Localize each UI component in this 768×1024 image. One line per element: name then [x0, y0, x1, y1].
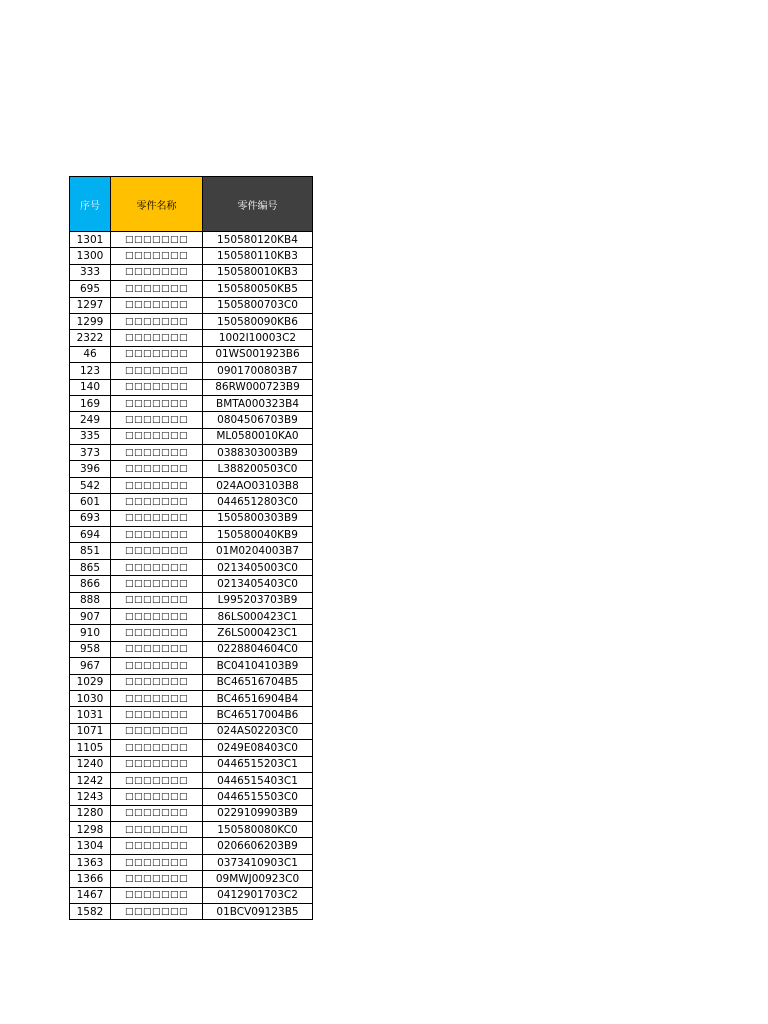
cell-part-number[interactable]: 150580040KB9: [203, 527, 313, 543]
cell-part-number[interactable]: BC04104103B9: [203, 658, 313, 674]
cell-part-name[interactable]: □□□□□□□: [111, 658, 203, 674]
cell-index[interactable]: 694: [70, 527, 111, 543]
cell-part-number[interactable]: 86RW000723B9: [203, 379, 313, 395]
cell-part-name[interactable]: □□□□□□□: [111, 772, 203, 788]
table-row: [70, 887, 313, 903]
cell-part-number[interactable]: BMTA000323B4: [203, 395, 313, 411]
cell-index[interactable]: 1298: [70, 822, 111, 838]
cell-part-number[interactable]: 150580010KB3: [203, 264, 313, 280]
cell-part-name[interactable]: □□□□□□□: [111, 805, 203, 821]
table-row: [70, 330, 313, 346]
table-row: [70, 674, 313, 690]
cell-index[interactable]: 1105: [70, 740, 111, 756]
cell-part-number[interactable]: 0446515503C0: [203, 789, 313, 805]
cell-part-name[interactable]: □□□□□□□: [111, 527, 203, 543]
header-part-name[interactable]: 零件名称: [111, 177, 203, 232]
cell-part-number[interactable]: 1505800303B9: [203, 510, 313, 526]
parts-table: [69, 176, 313, 920]
cell-index[interactable]: 695: [70, 281, 111, 297]
cell-part-number[interactable]: 0446515403C1: [203, 772, 313, 788]
cell-part-number[interactable]: 0388303003B9: [203, 445, 313, 461]
cell-index[interactable]: 907: [70, 608, 111, 624]
table-row: [70, 232, 313, 248]
cell-index[interactable]: 1029: [70, 674, 111, 690]
cell-part-name[interactable]: □□□□□□□: [111, 248, 203, 264]
cell-part-name[interactable]: □□□□□□□: [111, 707, 203, 723]
cell-index[interactable]: 1300: [70, 248, 111, 264]
table-row: [70, 756, 313, 772]
cell-part-number[interactable]: 150580090KB6: [203, 313, 313, 329]
cell-part-name[interactable]: □□□□□□□: [111, 330, 203, 346]
cell-part-name[interactable]: □□□□□□□: [111, 543, 203, 559]
cell-part-number[interactable]: 024AS02203C0: [203, 723, 313, 739]
table-row: [70, 412, 313, 428]
cell-part-name[interactable]: □□□□□□□: [111, 641, 203, 657]
cell-part-number[interactable]: 024AO03103B8: [203, 477, 313, 493]
table-body: [70, 232, 313, 920]
cell-index[interactable]: 958: [70, 641, 111, 657]
cell-part-number[interactable]: 150580050KB5: [203, 281, 313, 297]
table-row: [70, 904, 313, 920]
cell-index[interactable]: 1031: [70, 707, 111, 723]
cell-index[interactable]: 335: [70, 428, 111, 444]
table-row: [70, 395, 313, 411]
cell-part-name[interactable]: □□□□□□□: [111, 559, 203, 575]
cell-index[interactable]: 1301: [70, 232, 111, 248]
cell-part-name[interactable]: □□□□□□□: [111, 822, 203, 838]
cell-index[interactable]: 1363: [70, 854, 111, 870]
cell-index[interactable]: 601: [70, 494, 111, 510]
header-part-number[interactable]: 零件编号: [203, 177, 313, 232]
table-row: [70, 379, 313, 395]
table-row: [70, 822, 313, 838]
cell-part-number[interactable]: 01M0204003B7: [203, 543, 313, 559]
cell-part-name[interactable]: □□□□□□□: [111, 477, 203, 493]
table-row: [70, 248, 313, 264]
table-row: [70, 707, 313, 723]
cell-part-name[interactable]: □□□□□□□: [111, 232, 203, 248]
table-row: [70, 297, 313, 313]
cell-part-name[interactable]: □□□□□□□: [111, 264, 203, 280]
cell-part-name[interactable]: □□□□□□□: [111, 428, 203, 444]
cell-part-name[interactable]: □□□□□□□: [111, 740, 203, 756]
cell-part-number[interactable]: 0804506703B9: [203, 412, 313, 428]
table-row: [70, 363, 313, 379]
cell-part-name[interactable]: □□□□□□□: [111, 723, 203, 739]
cell-index[interactable]: 542: [70, 477, 111, 493]
cell-index[interactable]: 1304: [70, 838, 111, 854]
cell-part-number[interactable]: 0228804604C0: [203, 641, 313, 657]
cell-index[interactable]: 1299: [70, 313, 111, 329]
table-row: [70, 559, 313, 575]
cell-part-name[interactable]: □□□□□□□: [111, 789, 203, 805]
table-row: [70, 264, 313, 280]
table-row: [70, 428, 313, 444]
table-row: [70, 789, 313, 805]
cell-part-name[interactable]: □□□□□□□: [111, 838, 203, 854]
cell-part-name[interactable]: □□□□□□□: [111, 379, 203, 395]
table-row: [70, 461, 313, 477]
cell-part-number[interactable]: 0412901703C2: [203, 887, 313, 903]
cell-part-number[interactable]: BC46517004B6: [203, 707, 313, 723]
cell-part-number[interactable]: 01WS001923B6: [203, 346, 313, 362]
cell-part-name[interactable]: □□□□□□□: [111, 854, 203, 870]
cell-index[interactable]: 333: [70, 264, 111, 280]
cell-part-number[interactable]: 150580120KB4: [203, 232, 313, 248]
cell-part-name[interactable]: □□□□□□□: [111, 395, 203, 411]
cell-part-name[interactable]: □□□□□□□: [111, 281, 203, 297]
cell-part-name[interactable]: □□□□□□□: [111, 494, 203, 510]
table-row: [70, 543, 313, 559]
cell-part-name[interactable]: □□□□□□□: [111, 510, 203, 526]
cell-part-number[interactable]: L995203703B9: [203, 592, 313, 608]
table-row: [70, 690, 313, 706]
cell-part-name[interactable]: □□□□□□□: [111, 313, 203, 329]
cell-index[interactable]: 140: [70, 379, 111, 395]
table-row: [70, 494, 313, 510]
cell-part-name[interactable]: □□□□□□□: [111, 608, 203, 624]
cell-index[interactable]: 1240: [70, 756, 111, 772]
cell-index[interactable]: 1242: [70, 772, 111, 788]
cell-part-number[interactable]: 0446515203C1: [203, 756, 313, 772]
cell-part-number[interactable]: 0229109903B9: [203, 805, 313, 821]
cell-part-name[interactable]: □□□□□□□: [111, 592, 203, 608]
table-row: [70, 854, 313, 870]
table-row: [70, 723, 313, 739]
header-row: [70, 177, 313, 232]
table-row: [70, 805, 313, 821]
cell-part-number[interactable]: 150580080KC0: [203, 822, 313, 838]
cell-part-name[interactable]: □□□□□□□: [111, 346, 203, 362]
cell-part-name[interactable]: □□□□□□□: [111, 363, 203, 379]
table-row: [70, 510, 313, 526]
cell-index[interactable]: 1280: [70, 805, 111, 821]
cell-part-name[interactable]: □□□□□□□: [111, 690, 203, 706]
cell-index[interactable]: 1071: [70, 723, 111, 739]
cell-part-name[interactable]: □□□□□□□: [111, 904, 203, 920]
cell-part-number[interactable]: BC46516704B5: [203, 674, 313, 690]
cell-index[interactable]: 46: [70, 346, 111, 362]
cell-part-number[interactable]: 09MWJ00923C0: [203, 871, 313, 887]
cell-part-name[interactable]: □□□□□□□: [111, 297, 203, 313]
cell-part-number[interactable]: 0213405003C0: [203, 559, 313, 575]
cell-index[interactable]: 693: [70, 510, 111, 526]
cell-index[interactable]: 967: [70, 658, 111, 674]
table-row: [70, 592, 313, 608]
cell-part-name[interactable]: □□□□□□□: [111, 887, 203, 903]
cell-part-number[interactable]: 1505800703C0: [203, 297, 313, 313]
cell-part-number[interactable]: 0249E08403C0: [203, 740, 313, 756]
table-row: [70, 346, 313, 362]
cell-index[interactable]: 396: [70, 461, 111, 477]
table-row: [70, 576, 313, 592]
cell-part-number[interactable]: 1002I10003C2: [203, 330, 313, 346]
cell-part-name[interactable]: □□□□□□□: [111, 445, 203, 461]
cell-index[interactable]: 1467: [70, 887, 111, 903]
cell-index[interactable]: 373: [70, 445, 111, 461]
cell-part-number[interactable]: 0446512803C0: [203, 494, 313, 510]
table-row: [70, 871, 313, 887]
cell-index[interactable]: 249: [70, 412, 111, 428]
cell-index[interactable]: 2322: [70, 330, 111, 346]
cell-part-name[interactable]: □□□□□□□: [111, 625, 203, 641]
cell-part-name[interactable]: □□□□□□□: [111, 461, 203, 477]
cell-part-number[interactable]: Z6LS000423C1: [203, 625, 313, 641]
table-row: [70, 313, 313, 329]
cell-part-name[interactable]: □□□□□□□: [111, 756, 203, 772]
table-row: [70, 838, 313, 854]
table-row: [70, 477, 313, 493]
cell-index[interactable]: 865: [70, 559, 111, 575]
cell-index[interactable]: 851: [70, 543, 111, 559]
table-row: [70, 281, 313, 297]
cell-part-number[interactable]: 0901700803B7: [203, 363, 313, 379]
header-index[interactable]: 序号: [70, 177, 111, 232]
cell-part-number[interactable]: 01BCV09123B5: [203, 904, 313, 920]
cell-part-name[interactable]: □□□□□□□: [111, 674, 203, 690]
table-row: [70, 625, 313, 641]
table-row: [70, 445, 313, 461]
cell-index[interactable]: 1297: [70, 297, 111, 313]
table-row: [70, 641, 313, 657]
cell-part-number[interactable]: L388200503C0: [203, 461, 313, 477]
cell-part-name[interactable]: □□□□□□□: [111, 871, 203, 887]
table-row: [70, 658, 313, 674]
cell-index[interactable]: 123: [70, 363, 111, 379]
cell-part-number[interactable]: ML0580010KA0: [203, 428, 313, 444]
cell-index[interactable]: 1243: [70, 789, 111, 805]
cell-index[interactable]: 1582: [70, 904, 111, 920]
cell-part-number[interactable]: 150580110KB3: [203, 248, 313, 264]
table-row: [70, 527, 313, 543]
cell-part-number[interactable]: 0213405403C0: [203, 576, 313, 592]
cell-index[interactable]: 169: [70, 395, 111, 411]
cell-index[interactable]: 888: [70, 592, 111, 608]
cell-index[interactable]: 910: [70, 625, 111, 641]
cell-part-name[interactable]: □□□□□□□: [111, 576, 203, 592]
cell-index[interactable]: 866: [70, 576, 111, 592]
cell-index[interactable]: 1366: [70, 871, 111, 887]
cell-part-number[interactable]: 0206606203B9: [203, 838, 313, 854]
table-row: [70, 740, 313, 756]
cell-index[interactable]: 1030: [70, 690, 111, 706]
cell-part-name[interactable]: □□□□□□□: [111, 412, 203, 428]
table-row: [70, 772, 313, 788]
cell-part-number[interactable]: 0373410903C1: [203, 854, 313, 870]
cell-part-number[interactable]: BC46516904B4: [203, 690, 313, 706]
table-row: [70, 608, 313, 624]
cell-part-number[interactable]: 86LS000423C1: [203, 608, 313, 624]
